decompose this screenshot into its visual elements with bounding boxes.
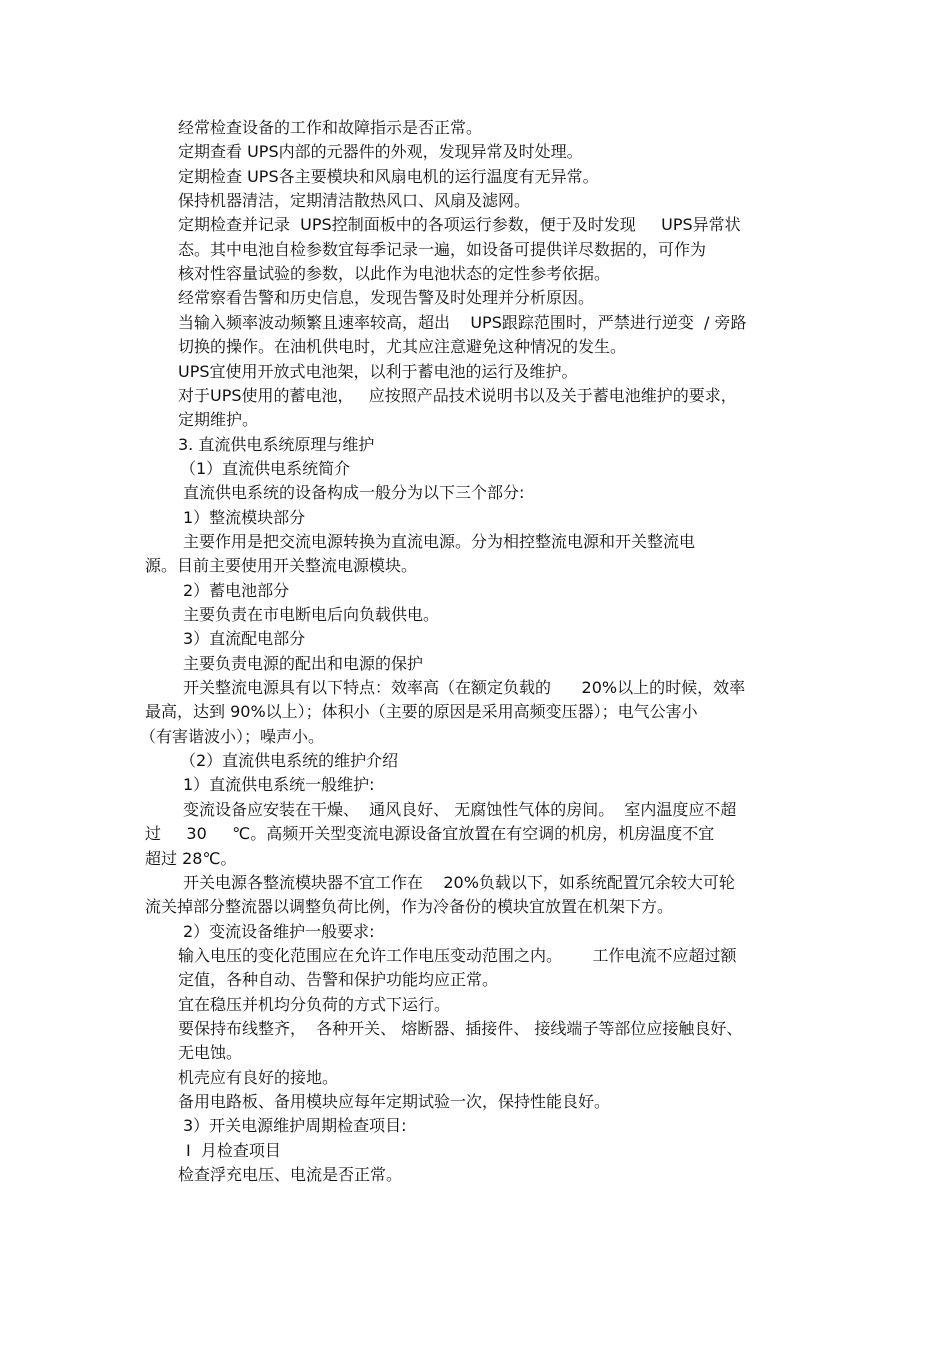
text-line: 对于UPS使用的蓄电池， 应按照产品技术说明书以及关于蓄电池维护的要求，: [178, 385, 737, 405]
text-line: 超过 28℃。: [145, 848, 237, 868]
text-line: 主要负责在市电断电后向负载供电。: [183, 605, 440, 624]
text-line: 2）变流设备维护一般要求:: [183, 921, 375, 941]
text-line: 主要负责电源的配出和电源的保护: [183, 653, 424, 673]
text-line: Ⅰ 月检查项目: [186, 1140, 281, 1160]
text-line: 定期检查并记录 UPS控制面板中的各项运行参数，便于及时发现 UPS异常状: [178, 215, 741, 235]
text-line: 机壳应有良好的接地。: [178, 1067, 339, 1087]
text-line: 态。其中电池自检参数宜每季记录一遍，如设备可提供详尽数据的，可作为: [178, 239, 707, 259]
text-line: 切换的操作。在油机供电时，尤其应注意避免这种情况的发生。: [178, 337, 627, 357]
text-line: 过 30 ℃。高频开关型变流电源设备宜放置在有空调的机房，机房温度不宜: [145, 824, 715, 844]
text-line: 3）直流配电部分: [183, 629, 306, 649]
text-line: 保持机器清洁，定期清洁散热风口、风扇及滤网。: [178, 191, 531, 211]
text-line: 定值，各种自动、告警和保护功能均应正常。: [178, 970, 499, 990]
text-line: 经常检查设备的工作和故障指示是否正常。: [178, 118, 483, 137]
text-line: （1）直流供电系统简介: [180, 458, 351, 478]
text-line: 1）直流供电系统一般维护:: [183, 775, 375, 795]
text-line: 备用电路板、备用模块应每年定期试验一次，保持性能良好。: [178, 1092, 611, 1111]
text-line: UPS宜使用开放式电池架，以利于蓄电池的运行及维护。: [178, 361, 578, 381]
text-line: 3. 直流供电系统原理与维护: [178, 434, 375, 454]
text-line: 1）整流模块部分: [183, 507, 306, 527]
text-line: 经常察看告警和历史信息，发现告警及时处理并分析原因。: [178, 288, 595, 308]
text-line: 宜在稳压并机均分负荷的方式下运行。: [178, 994, 451, 1014]
text-line: 开关整流电源具有以下特点：效率高（在额定负载的 20%以上的时候，效率: [183, 678, 746, 698]
text-line: 定期检查 UPS各主要模块和风扇电机的运行温度有无异常。: [178, 166, 599, 186]
text-line: 变流设备应安装在干燥、 通风良好、 无腐蚀性气体的房间。 室内温度应不超: [183, 799, 737, 819]
text-line: （有害谐波小）；噪声小。: [140, 726, 325, 746]
text-line: 检查浮充电压、电流是否正常。: [178, 1165, 403, 1185]
text-line: 源。目前主要使用开关整流电源模块。: [145, 556, 418, 576]
text-line: （2）直流供电系统的维护介绍: [180, 751, 399, 771]
text-line: 主要作用是把交流电源转换为直流电源。分为相控整流电源和开关整流电: [183, 531, 696, 551]
text-line: 无电蚀。: [178, 1043, 243, 1063]
text-line: 当输入频率波动频繁且速率较高，超出 UPS跟踪范围时，严禁进行逆变 / 旁路: [178, 312, 747, 332]
text-line: 输入电压的变化范围应在允许工作电压变动范围之内。 工作电流不应超过额: [178, 945, 737, 965]
text-line: 开关电源各整流模块器不宜工作在 20%负载以下，如系统配置冗余较大可轮: [183, 872, 735, 892]
text-line: 2）蓄电池部分: [183, 580, 290, 600]
text-line: 流关掉部分整流器以调整负荷比例，作为冷备份的模块宜放置在机架下方。: [145, 897, 674, 917]
text-line: 3）开关电源维护周期检查项目:: [183, 1116, 407, 1136]
text-line: 定期维护。: [178, 410, 259, 430]
text-line: 最高，达到 90%以上）；体积小（主要的原因是采用高频变压器）；电气公害小: [145, 702, 698, 722]
text-line: 核对性容量试验的参数，以此作为电池状态的定性参考依据。: [178, 264, 611, 284]
text-line: 定期查看 UPS内部的元器件的外观，发现异常及时处理。: [178, 142, 583, 162]
text-line: 要保持布线整齐， 各种开关、 熔断器、插接件、 接线端子等部位应接触良好、: [178, 1018, 743, 1038]
text-line: 直流供电系统的设备构成一般分为以下三个部分:: [183, 483, 525, 503]
